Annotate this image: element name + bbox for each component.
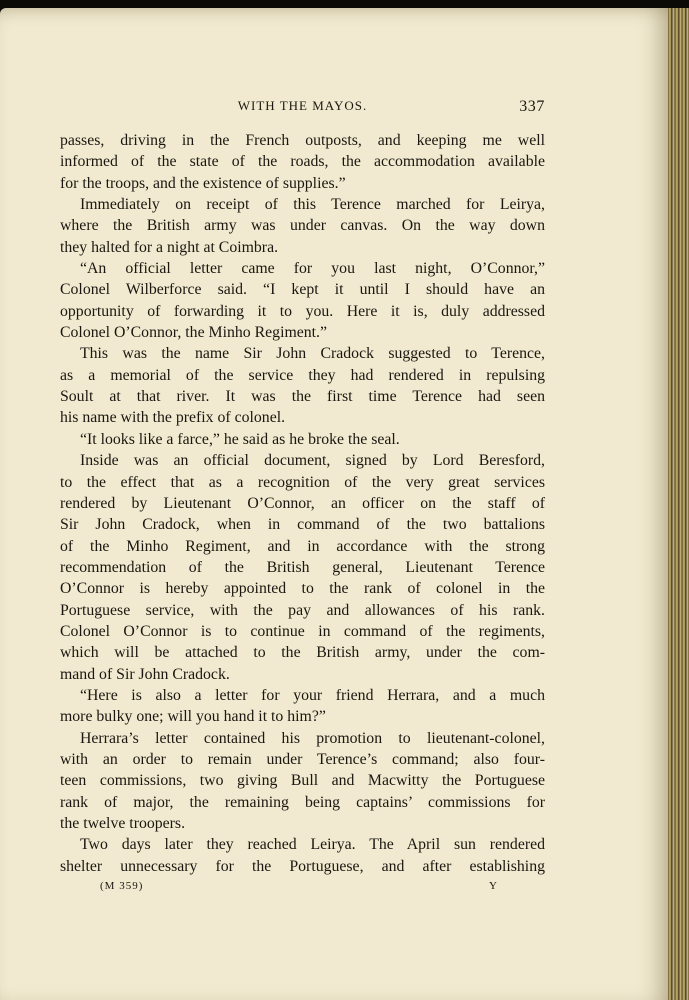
running-head: WITH THE MAYOS.	[237, 98, 368, 113]
text-line: Immediately on receipt of this Terence marched for Leirya,	[80, 196, 545, 214]
text-line: Two days later they reached Leirya. The April sun rendered	[80, 836, 545, 854]
page-header	[60, 98, 545, 120]
text-line: Colonel O’Connor is to continue in command of the regiments,	[60, 622, 545, 640]
signature-mark: (M 359)	[100, 880, 144, 892]
text-line: “It looks like a farce,” he said as he broke the seal.	[80, 430, 400, 448]
page-edges	[668, 8, 689, 1000]
text-line: Soult at that river. It was the first time Terence had seen	[60, 388, 545, 406]
text-line: his name with the prefix of colonel.	[60, 409, 286, 427]
text-line: O’Connor is hereby appointed to the rank of colonel in the	[60, 580, 545, 598]
text-line: rank of major, the remaining being captains’ commissions for	[60, 793, 545, 811]
text-line: This was the name Sir John Cradock suggested to Terence,	[80, 345, 545, 363]
text-line: shelter unnecessary for the Portuguese, and after establishing	[60, 857, 545, 875]
text-line: as a memorial of the service they had rendered in repulsing	[60, 366, 545, 384]
text-line: rendered by Lieutenant O’Connor, an officer on the staff of	[60, 494, 545, 512]
text-line: Inside was an official document, signed by Lord Beresford,	[80, 452, 545, 470]
text-line: with an order to remain under Terence’s command; also four-	[60, 750, 545, 768]
text-line: opportunity of forwarding it to you. Here it is, duly addressed	[60, 302, 545, 320]
text-line: “Here is also a letter for your friend Herrara, and a much	[80, 686, 545, 704]
text-line: Colonel O’Connor, the Minho Regiment.”	[60, 324, 328, 342]
text-line: Herrara’s letter contained his promotion to lieutenant-colonel,	[80, 729, 545, 747]
text-line: Colonel Wilberforce said. “I kept it until I should have an	[60, 281, 545, 299]
body-text	[60, 130, 545, 877]
text-line: passes, driving in the French outposts, and keeping me well	[60, 132, 545, 149]
text-line: for the troops, and the existence of supplies.”	[60, 174, 346, 192]
text-line: of the Minho Regiment, and in accordance with the strong	[60, 537, 545, 555]
text-line: informed of the state of the roads, the accommodation available	[60, 153, 545, 171]
text-line: to the effect that as a recognition of the very great services	[60, 473, 545, 491]
text-line: Sir John Cradock, when in command of the two battalions	[60, 516, 545, 534]
text-line: recommendation of the British general, Lieutenant Terence	[60, 558, 545, 576]
text-line: teen commissions, two giving Bull and Macwitty the Portuguese	[60, 772, 545, 790]
text-line: “An official letter came for you last night, O’Connor,”	[80, 260, 545, 278]
text-line: more bulky one; will you hand it to him?”	[60, 708, 326, 726]
text-line: mand of Sir John Cradock.	[60, 665, 230, 683]
text-line: the twelve troopers.	[60, 815, 186, 832]
text-line: where the British army was under canvas. On the way down	[60, 217, 545, 235]
text-line: they halted for a night at Coimbra.	[60, 238, 279, 256]
text-line: Portuguese service, with the pay and allowances of his rank.	[60, 601, 545, 619]
text-line: which will be attached to the British army, under the com-	[60, 644, 545, 662]
signature-letter: Y	[489, 880, 497, 892]
page-number: 337	[519, 98, 545, 115]
